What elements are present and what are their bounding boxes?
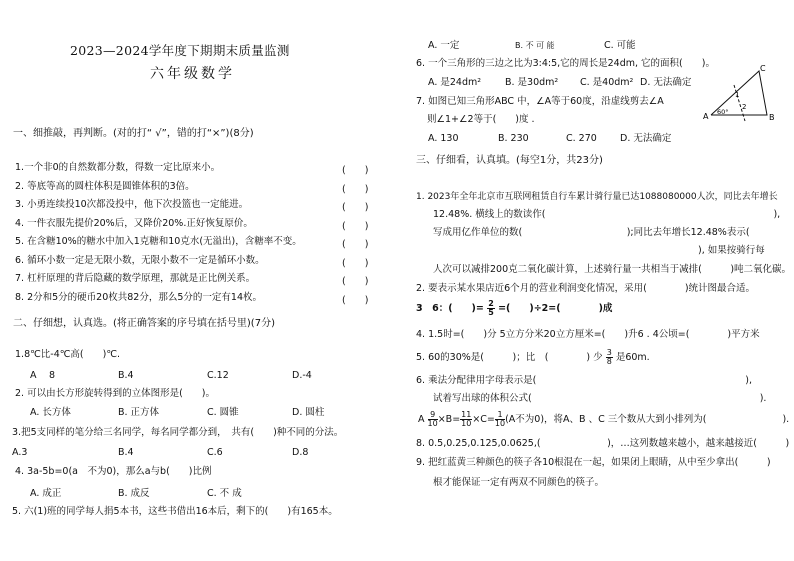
choice-q1-stem: 1.8℃比-4℃高( )℃. — [15, 349, 121, 360]
choice-q5-option-c[interactable]: C. 可能 — [604, 40, 636, 51]
fill-q1-line5: 人次可以减排200克二氧化碳计算，上述骑行量一共相当于减排( )吨二氧化碳。 — [433, 264, 792, 275]
judge-item-6: 6. 循环小数一定是无限小数，无限小数不一定是循环小数。 — [15, 255, 265, 266]
section1-heading: 一、细推敲，再判断。(对的打“ √”，错的打“×”)(8分) — [13, 128, 254, 139]
fill-q3-suffix: =( )÷2=( )成 — [498, 303, 613, 314]
fill-q7-a: A — [418, 414, 425, 425]
fill-q6-line2: 试着写出球的体积公式( ). — [433, 393, 767, 404]
fill-q5-prefix: 5. 60的30%是( )；比 ( ) — [416, 352, 591, 363]
fill-q5-suffix: 是60m. — [615, 352, 650, 363]
fill-q9-line1: 9. 把红蓝黄三种颜色的筷子各10根混在一起，如果闭上眼睛，从中至少拿出( ) — [416, 457, 771, 468]
exam-title: 2023—2024学年度下期期末质量监测 — [70, 43, 290, 58]
choice-q2-option-a[interactable]: A. 长方体 — [30, 407, 71, 418]
fraction-numerator: 9 — [428, 411, 438, 420]
fill-q1-line4: ), 如果按骑行每 — [698, 245, 765, 256]
choice-q5-option-a[interactable]: A. 一定 — [428, 40, 460, 51]
judge-item-7: 7. 杠杆原理的背后隐藏的数学原理，那就是正比例关系。 — [15, 273, 256, 284]
fill-q7 — [418, 411, 789, 428]
fraction-denominator: 10 — [461, 419, 472, 428]
label-c: C — [760, 64, 766, 73]
label-angle-60: 60° — [717, 108, 729, 116]
choice-q7-option-c[interactable]: C. 270 — [566, 133, 597, 144]
fill-q8: 8. 0.5,0.25,0.125,0.0625,( )，…这列数越来越小，越来越接近( ) — [416, 438, 790, 449]
fill-q7-suffix: (A不为0)，将A、B 、C 三个数从大到小排列为( ). — [505, 414, 790, 425]
choice-q1-option-d[interactable]: D.-4 — [292, 370, 312, 381]
choice-q5-option-b[interactable]: B. 不 可 能 — [515, 41, 555, 50]
fill-q5-mid: 少 — [593, 352, 603, 363]
choice-q4-option-c[interactable]: C. 不 成 — [207, 488, 242, 499]
choice-q2-option-c[interactable]: C. 圆锥 — [207, 407, 239, 418]
fill-q5 — [416, 349, 650, 366]
choice-q4-option-a[interactable]: A. 成正 — [30, 488, 62, 499]
fill-q7-fraction-1 — [428, 411, 438, 428]
fraction-numerator: 2 — [488, 299, 494, 308]
choice-q4-stem: 4. 3a-5b=0(a 不为0)，那么a与b( )比例 — [15, 466, 212, 477]
fill-q1-line1: 1. 2023年全年北京市互联网租赁自行车累计骑行量已达1088080000人次，同比去年增长 — [416, 192, 778, 202]
judge-answer-2[interactable]: ( ) — [342, 184, 369, 195]
choice-q7-stem-line2: 则∠1+∠2等于( )度 . — [427, 114, 535, 125]
choice-q7-option-d[interactable]: D. 无法确定 — [620, 133, 672, 144]
fill-q3 — [416, 300, 612, 317]
choice-q3-option-c[interactable]: C.6 — [207, 447, 223, 458]
choice-q3-option-d[interactable]: D.8 — [292, 447, 309, 458]
fill-q3-prefix: 3 6：( )= — [416, 303, 484, 314]
fraction-denominator: 8 — [606, 357, 612, 366]
choice-q1-option-a[interactable]: A 8 — [30, 370, 56, 381]
choice-q3-option-b[interactable]: B.4 — [118, 447, 134, 458]
choice-q2-stem: 2. 可以由长方形旋转得到的立体图形是( )。 — [15, 388, 215, 399]
label-angle-1: 1 — [735, 91, 740, 99]
choice-q2-option-d[interactable]: D. 圆柱 — [292, 407, 325, 418]
fill-q7-mid2: ×C= — [472, 414, 495, 425]
fraction-numerator: 11 — [461, 410, 472, 419]
choice-q5-stem: 5. 六(1)班的同学每人捐5本书，这些书借出16本后，剩下的( )有165本。 — [12, 506, 338, 517]
judge-answer-3[interactable]: ( ) — [342, 202, 369, 213]
fill-q9-line2: 根才能保证一定有两双不同颜色的筷子。 — [433, 477, 605, 488]
fraction-numerator: 3 — [606, 348, 612, 357]
choice-q6-option-c[interactable]: C. 是40dm² — [580, 77, 634, 88]
fill-q7-mid1: ×B= — [437, 414, 461, 425]
choice-q3-option-a[interactable]: A.3 — [12, 447, 28, 458]
judge-answer-5[interactable]: ( ) — [342, 239, 369, 250]
choice-q7-stem-line1: 7. 如图已知三角形ABC 中，∠A等于60度，沿虚线剪去∠A — [416, 96, 664, 107]
label-angle-2: 2 — [742, 103, 747, 111]
choice-q6-stem: 6. 一个三角形的三边之比为3:4:5,它的周长是24dm, 它的面积( )。 — [416, 58, 715, 69]
judge-answer-7[interactable]: ( ) — [342, 276, 369, 287]
judge-answer-8[interactable]: ( ) — [342, 295, 369, 306]
fill-q5-fraction — [606, 349, 613, 366]
fraction-denominator: 10 — [427, 419, 438, 428]
choice-q6-option-b[interactable]: B. 是30dm² — [505, 77, 559, 88]
fill-q4: 4. 1.5时=( )分 5立方分米20立方厘米=( )升6 . 4公顷=( )平方米 — [416, 329, 760, 340]
choice-q1-option-b[interactable]: B.4 — [118, 370, 134, 381]
fraction-denominator: 10 — [494, 419, 506, 428]
fill-q3-fraction — [487, 300, 495, 317]
judge-item-2: 2. 等底等高的圆柱体积是圆锥体积的3倍。 — [15, 181, 195, 192]
judge-item-1: 1.一个非0的自然数都分数，得数一定比原来小。 — [15, 162, 221, 173]
fraction-numerator: 1 — [495, 411, 505, 420]
judge-item-3: 3. 小勇连续投10次都没投中，他下次投篮也一定能进。 — [15, 199, 249, 210]
choice-q4-option-b[interactable]: B. 成反 — [118, 488, 150, 499]
section3-heading: 三、仔细看，认真填。(每空1分，共23分) — [416, 155, 603, 166]
judge-answer-4[interactable]: ( ) — [342, 221, 369, 232]
fill-q6-line1: 6. 乘法分配律用字母表示是( ), — [416, 375, 753, 386]
fill-q1-line2: 12.48%. 横线上的数读作( ), — [433, 209, 781, 220]
judge-item-4: 4. 一件衣服先提价20%后，又降价20%.正好恢复原价。 — [15, 218, 253, 229]
judge-answer-6[interactable]: ( ) — [342, 258, 369, 269]
triangle-figure — [703, 63, 777, 123]
label-a: A — [703, 112, 709, 121]
fill-q7-fraction-3 — [495, 411, 505, 428]
judge-answer-1[interactable]: ( ) — [342, 165, 369, 176]
section2-heading: 二、仔细想，认真选。(将正确答案的序号填在括号里)(7分) — [13, 318, 275, 329]
choice-q6-option-a[interactable]: A. 是24dm² — [428, 77, 482, 88]
label-b: B — [769, 113, 775, 122]
choice-q7-option-b[interactable]: B. 230 — [498, 133, 529, 144]
choice-q2-option-b[interactable]: B. 正方体 — [118, 407, 160, 418]
fill-q1-line3: 写成用亿作单位的数( );同比去年增长12.48%表示( — [433, 227, 750, 238]
choice-q6-option-d[interactable]: D. 无法确定 — [640, 77, 692, 88]
choice-q1-option-c[interactable]: C.12 — [207, 370, 229, 381]
exam-subtitle: 六年级数学 — [150, 66, 235, 82]
choice-q7-option-a[interactable]: A. 130 — [428, 133, 459, 144]
fraction-denominator: 5 — [488, 308, 494, 317]
fill-q2: 2. 要表示某水果店近6个月的营业利润变化情况，采用( )统计图最合适。 — [416, 283, 756, 294]
judge-item-8: 8. 2分和5分的硬币20枚共82分，那么5分的一定有14枚。 — [15, 292, 262, 303]
judge-item-5: 5. 在含糖10%的糖水中加入1克糖和10克水(无溢出)，含糖率不变。 — [15, 236, 302, 247]
choice-q3-stem: 3.把5支同样的笔分给三名同学，每名同学都分到， 共有( )种不同的分法。 — [12, 427, 344, 438]
fill-q7-fraction-2 — [460, 411, 472, 428]
